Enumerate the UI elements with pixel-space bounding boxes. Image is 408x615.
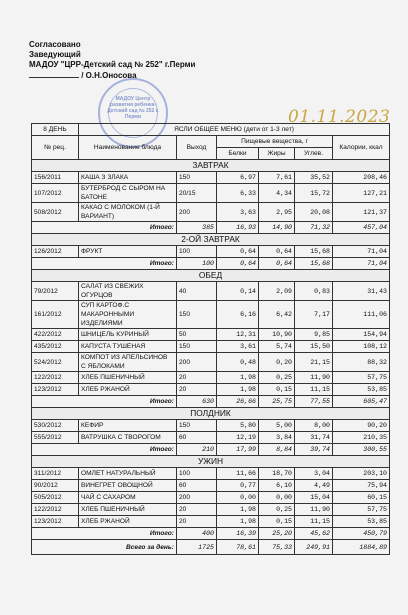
calories-value: 111,06 [333, 301, 390, 329]
dish-name: ФРУКТ [79, 246, 177, 258]
approval-signature [29, 70, 195, 81]
recipe-number: 508/2012 [32, 203, 79, 222]
dish-yield: 20/15 [177, 184, 217, 203]
section-title: ОБЕД [32, 270, 390, 282]
protein-value: 12,31 [217, 329, 259, 341]
dish-name: ХЛЕБ ПШЕНИЧНЫЙ [79, 372, 177, 384]
recipe-number: 79/2012 [32, 282, 79, 301]
recipe-number: 122/2012 [32, 504, 79, 516]
calories-value: 127,21 [333, 184, 390, 203]
fat-value: 18,70 [259, 468, 295, 480]
carbs-value: 21,15 [295, 353, 333, 372]
calories-value: 90,20 [333, 420, 390, 432]
protein-value: 0,00 [217, 492, 259, 504]
fat-value: 6,42 [259, 301, 295, 329]
table-header-row-1 [32, 124, 390, 136]
carbs-value: 31,74 [295, 432, 333, 444]
dish-name: ОМЛЕТ НАТУРАЛЬНЫЙ [79, 468, 177, 480]
calories-value: 208,46 [333, 172, 390, 184]
section-title: 2-ОЙ ЗАВТРАК [32, 234, 390, 246]
carbs-value: 7,17 [295, 301, 333, 329]
dish-name: БУТЕРБРОД С СЫРОМ НА БАТОНЕ [79, 184, 177, 203]
total-label: Итого: [32, 222, 177, 234]
recipe-number: 90/2012 [32, 480, 79, 492]
dish-yield: 150 [177, 341, 217, 353]
dish-name: КАША З ЗЛАКА [79, 172, 177, 184]
total-label: Итого: [32, 528, 177, 540]
approval-org: МАДОУ "ЦРР-Детский сад № 252" г.Перми [29, 60, 196, 69]
dish-name: КОМПОТ ИЗ АПЕЛЬСИНОВ С ЯБЛОКАМИ [79, 353, 177, 372]
dish-name: ВИНЕГРЕТ ОВОЩНОЙ [79, 480, 177, 492]
carbs-value: 0,83 [295, 282, 333, 301]
total-protein: 26,66 [217, 396, 259, 408]
protein-value: 1,98 [217, 384, 259, 396]
total-label: Итого: [32, 258, 177, 270]
section-title: ПОЛДНИК [32, 408, 390, 420]
calories-value: 203,10 [333, 468, 390, 480]
carbs-value: 11,90 [295, 372, 333, 384]
total-protein: 0,64 [217, 258, 259, 270]
dish-name: ВАТРУШКА С ТВОРОГОМ [79, 432, 177, 444]
total-label: Итого: [32, 396, 177, 408]
total-carbs: 71,32 [295, 222, 333, 234]
protein-value: 6,97 [217, 172, 259, 184]
grand-total-row [32, 540, 390, 555]
carbs-value: 20,08 [295, 203, 333, 222]
total-calories: 450,79 [333, 528, 390, 540]
carbs-value: 15,68 [295, 246, 333, 258]
dish-row [32, 341, 390, 353]
recipe-number: 122/2012 [32, 372, 79, 384]
total-yield: 400 [177, 528, 217, 540]
fat-value: 0,15 [259, 516, 295, 528]
protein-value: 5,80 [217, 420, 259, 432]
recipe-number: 161/2012 [32, 301, 79, 329]
grand-total-protein: 78,61 [217, 540, 259, 555]
col-fat: Жиры [259, 148, 295, 160]
fat-value: 6,10 [259, 480, 295, 492]
fat-value: 10,90 [259, 329, 295, 341]
dish-name: ХЛЕБ ПШЕНИЧНЫЙ [79, 504, 177, 516]
col-calories: Калории, ккал [333, 136, 390, 160]
dish-row [32, 203, 390, 222]
carbs-value: 9,85 [295, 329, 333, 341]
carbs-value: 11,90 [295, 504, 333, 516]
dish-row [32, 282, 390, 301]
section-total-row [32, 528, 390, 540]
grand-total-fat: 75,33 [259, 540, 295, 555]
dish-yield: 100 [177, 468, 217, 480]
total-fat: 25,20 [259, 528, 295, 540]
total-yield: 100 [177, 258, 217, 270]
dish-name: КЕФИР [79, 420, 177, 432]
calories-value: 53,85 [333, 384, 390, 396]
total-carbs: 45,62 [295, 528, 333, 540]
table-title: ЯСЛИ ОБЩЕЕ МЕНЮ (дети от 1-3 лет) [79, 124, 390, 136]
carbs-value: 11,15 [295, 516, 333, 528]
fat-value: 7,61 [259, 172, 295, 184]
dish-name: ЧАЙ С САХАРОМ [79, 492, 177, 504]
col-protein: Белки [217, 148, 259, 160]
protein-value: 12,19 [217, 432, 259, 444]
protein-value: 0,14 [217, 282, 259, 301]
protein-value: 1,98 [217, 516, 259, 528]
protein-value: 1,98 [217, 372, 259, 384]
section-header [32, 270, 390, 282]
recipe-number: 505/2012 [32, 492, 79, 504]
dish-yield: 20 [177, 384, 217, 396]
dish-row [32, 372, 390, 384]
grand-total-yield: 1725 [177, 540, 217, 555]
dish-yield: 200 [177, 353, 217, 372]
calories-value: 108,12 [333, 341, 390, 353]
dish-row [32, 184, 390, 203]
dish-row [32, 468, 390, 480]
protein-value: 0,48 [217, 353, 259, 372]
recipe-number: 555/2012 [32, 432, 79, 444]
total-carbs: 77,55 [295, 396, 333, 408]
dish-row [32, 492, 390, 504]
dish-yield: 200 [177, 203, 217, 222]
col-carbs: Углев. [295, 148, 333, 160]
total-label: Итого: [32, 444, 177, 456]
dish-yield: 20 [177, 504, 217, 516]
fat-value: 5,00 [259, 420, 295, 432]
total-calories: 71,04 [333, 258, 390, 270]
protein-value: 0,64 [217, 246, 259, 258]
protein-value: 3,61 [217, 341, 259, 353]
dish-row [32, 516, 390, 528]
total-calories: 300,55 [333, 444, 390, 456]
menu-table [31, 123, 390, 555]
total-calories: 605,47 [333, 396, 390, 408]
carbs-value: 4,49 [295, 480, 333, 492]
day-label: 8 ДЕНЬ [32, 124, 79, 136]
calories-value: 75,94 [333, 480, 390, 492]
fat-value: 0,25 [259, 372, 295, 384]
recipe-number: 126/2012 [32, 246, 79, 258]
total-fat: 8,84 [259, 444, 295, 456]
total-fat: 25,75 [259, 396, 295, 408]
dish-yield: 150 [177, 172, 217, 184]
section-title: УЖИН [32, 456, 390, 468]
calories-value: 53,85 [333, 516, 390, 528]
col-recipe: № рец. [32, 136, 79, 160]
protein-value: 3,63 [217, 203, 259, 222]
dish-row [32, 329, 390, 341]
dish-row [32, 353, 390, 372]
total-yield: 385 [177, 222, 217, 234]
total-protein: 17,99 [217, 444, 259, 456]
dish-yield: 20 [177, 516, 217, 528]
carbs-value: 3,04 [295, 468, 333, 480]
dish-yield: 150 [177, 301, 217, 329]
section-header [32, 234, 390, 246]
section-header [32, 160, 390, 172]
approval-position: Заведующий [29, 50, 81, 59]
fat-value: 0,20 [259, 353, 295, 372]
calories-value: 88,32 [333, 353, 390, 372]
calories-value: 210,35 [333, 432, 390, 444]
total-fat: 0,64 [259, 258, 295, 270]
dish-yield: 200 [177, 492, 217, 504]
section-header [32, 408, 390, 420]
dish-yield: 20 [177, 372, 217, 384]
total-fat: 14,90 [259, 222, 295, 234]
col-yield: Выход [177, 136, 217, 160]
dish-row [32, 301, 390, 329]
recipe-number: 123/2012 [32, 516, 79, 528]
grand-total-calories: 1884,89 [333, 540, 390, 555]
col-dish: Наименование блюда [79, 136, 177, 160]
dish-yield: 40 [177, 282, 217, 301]
approval-name: / О.Н.Оносова [81, 71, 137, 80]
carbs-value: 35,52 [295, 172, 333, 184]
protein-value: 6,16 [217, 301, 259, 329]
signature-line [29, 70, 79, 78]
total-calories: 457,04 [333, 222, 390, 234]
total-protein: 16,93 [217, 222, 259, 234]
carbs-value: 15,50 [295, 341, 333, 353]
dish-row [32, 384, 390, 396]
fat-value: 0,15 [259, 384, 295, 396]
dish-row [32, 246, 390, 258]
table-header-row-2 [32, 136, 390, 148]
recipe-number: 311/2012 [32, 468, 79, 480]
dish-row [32, 432, 390, 444]
dish-yield: 150 [177, 420, 217, 432]
carbs-value: 15,72 [295, 184, 333, 203]
recipe-number: 530/2012 [32, 420, 79, 432]
fat-value: 0,00 [259, 492, 295, 504]
fat-value: 0,64 [259, 246, 295, 258]
dish-name: ХЛЕБ РЖАНОЙ [79, 384, 177, 396]
menu-date: 01.11.2023 [288, 107, 391, 127]
calories-value: 31,43 [333, 282, 390, 301]
calories-value: 60,15 [333, 492, 390, 504]
dish-name: КАКАО С МОЛОКОМ (1-Й ВАРИАНТ) [79, 203, 177, 222]
total-yield: 210 [177, 444, 217, 456]
fat-value: 0,25 [259, 504, 295, 516]
col-nutrients: Пищевые вещества, г [217, 136, 333, 148]
section-header [32, 456, 390, 468]
total-yield: 630 [177, 396, 217, 408]
dish-name: САЛАТ ИЗ СВЕЖИХ ОГУРЦОВ [79, 282, 177, 301]
dish-name: СУП КАРТОФ.С МАКАРОННЫМИ ИЗДЕЛИЯМИ [79, 301, 177, 329]
fat-value: 2,95 [259, 203, 295, 222]
carbs-value: 11,15 [295, 384, 333, 396]
dish-name: КАПУСТА ТУШЕНАЯ [79, 341, 177, 353]
protein-value: 11,66 [217, 468, 259, 480]
total-carbs: 39,74 [295, 444, 333, 456]
recipe-number: 524/2012 [32, 353, 79, 372]
calories-value: 57,75 [333, 372, 390, 384]
recipe-number: 422/2012 [32, 329, 79, 341]
calories-value: 121,37 [333, 203, 390, 222]
fat-value: 5,74 [259, 341, 295, 353]
section-title: ЗАВТРАК [32, 160, 390, 172]
protein-value: 6,33 [217, 184, 259, 203]
protein-value: 1,98 [217, 504, 259, 516]
section-total-row [32, 396, 390, 408]
carbs-value: 15,04 [295, 492, 333, 504]
dish-yield: 60 [177, 432, 217, 444]
dish-row [32, 420, 390, 432]
calories-value: 154,94 [333, 329, 390, 341]
section-total-row [32, 258, 390, 270]
fat-value: 2,09 [259, 282, 295, 301]
fat-value: 3,84 [259, 432, 295, 444]
dish-yield: 60 [177, 480, 217, 492]
stamp-text: МАДОУ Центр развития ребенка-Детский сад № 252 г. Перми [107, 96, 159, 120]
dish-yield: 100 [177, 246, 217, 258]
approval-block [29, 40, 195, 81]
dish-name: ХЛЕБ РЖАНОЙ [79, 516, 177, 528]
dish-row [32, 172, 390, 184]
section-total-row [32, 222, 390, 234]
recipe-number: 107/2012 [32, 184, 79, 203]
recipe-number: 123/2012 [32, 384, 79, 396]
total-protein: 16,39 [217, 528, 259, 540]
dish-row [32, 480, 390, 492]
calories-value: 57,75 [333, 504, 390, 516]
section-total-row [32, 444, 390, 456]
recipe-number: 435/2012 [32, 341, 79, 353]
grand-total-label: Всего за день: [32, 540, 177, 555]
grand-total-carbs: 249,91 [295, 540, 333, 555]
protein-value: 0,77 [217, 480, 259, 492]
total-carbs: 15,68 [295, 258, 333, 270]
fat-value: 4,34 [259, 184, 295, 203]
dish-row [32, 504, 390, 516]
dish-name: ШНИЦЕЛЬ КУРИНЫЙ [79, 329, 177, 341]
approval-line: Согласовано [29, 40, 81, 49]
calories-value: 71,04 [333, 246, 390, 258]
carbs-value: 8,00 [295, 420, 333, 432]
menu-body [32, 160, 390, 555]
recipe-number: 156/2011 [32, 172, 79, 184]
dish-yield: 50 [177, 329, 217, 341]
